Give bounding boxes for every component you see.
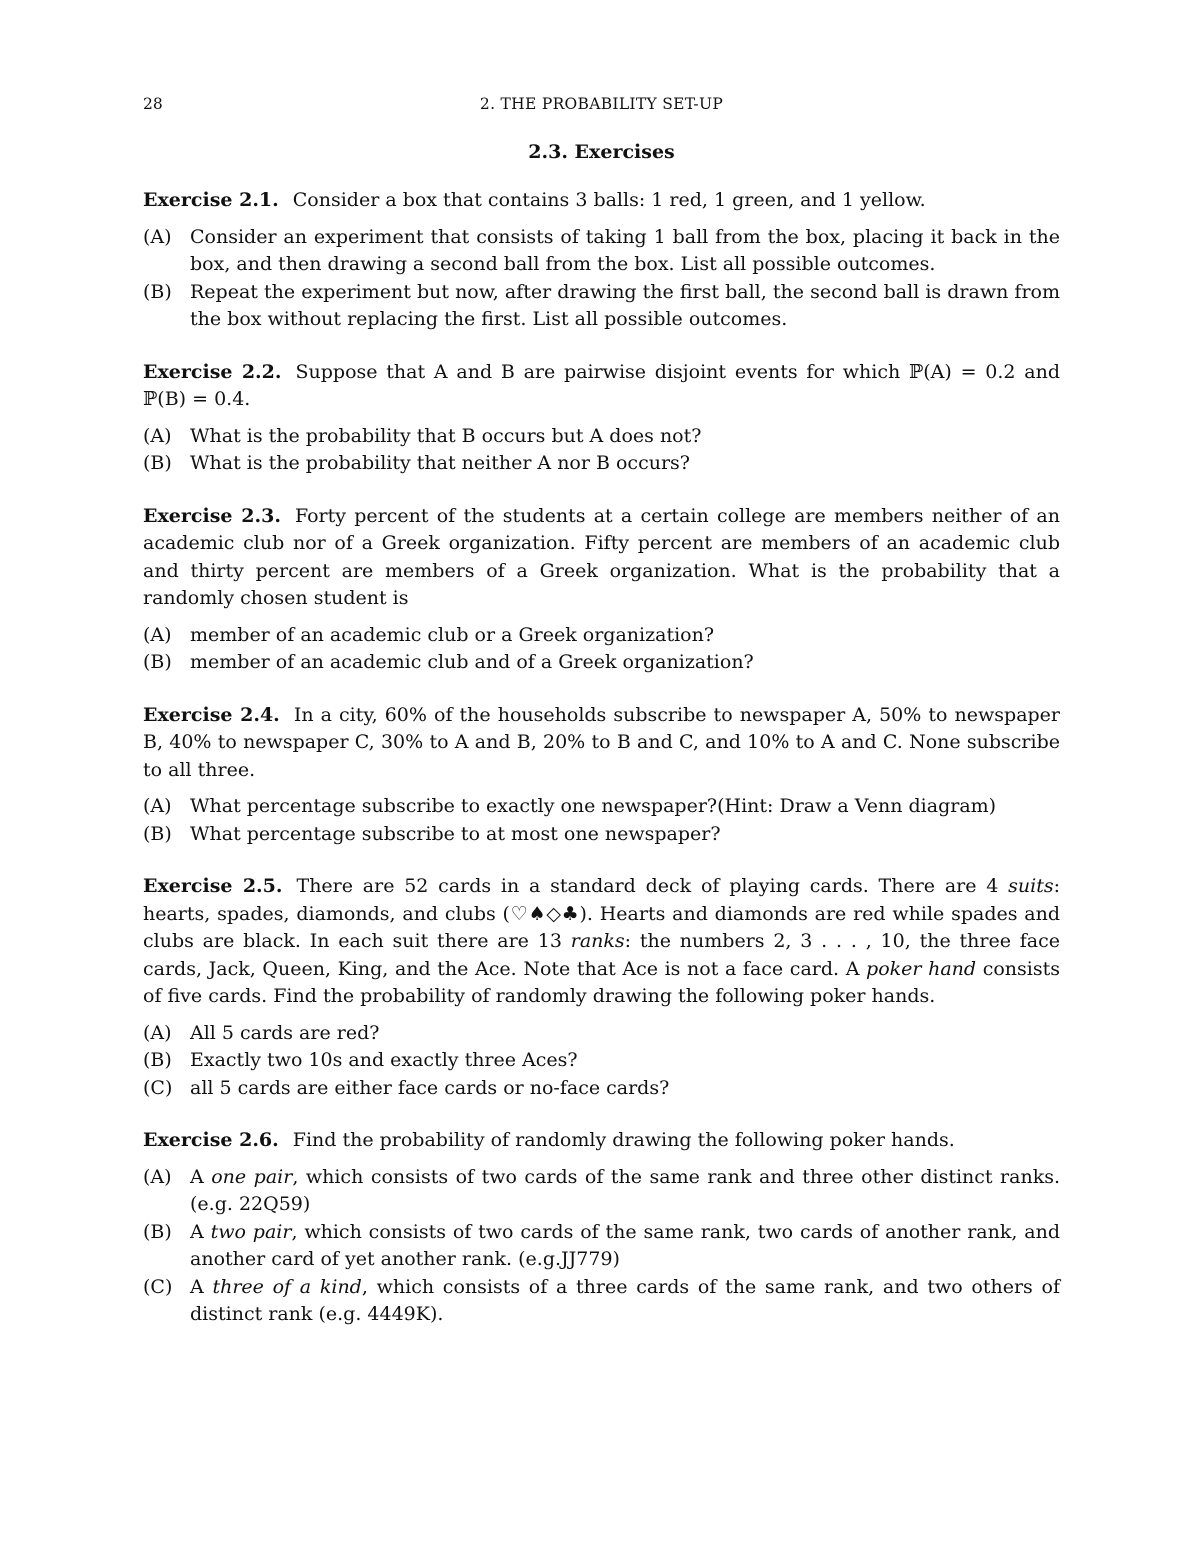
exercise-part [143, 649, 1060, 677]
exercise-text: Find the probability of randomly drawing the following poker hands. [292, 1129, 955, 1151]
exercise-text: Consider a box that contains 3 balls: 1 red, 1 green, and 1 yellow. [292, 189, 926, 211]
exercise-part [143, 1047, 1060, 1075]
exercise-2-4 [143, 702, 1060, 849]
part-text: All 5 cards are red? [190, 1021, 380, 1044]
exercise-part [143, 423, 1060, 451]
exercise-2-6 [143, 1127, 1060, 1329]
part-text: What is the probability that neither A nor B occurs? [190, 452, 690, 474]
part-label: (C) [143, 1076, 173, 1099]
term-one-pair: one pair [211, 1165, 293, 1188]
exercise-text: : hearts, spades, diamonds, and clubs (♡♠◇♣). Hearts and diamonds are red while spades and clubs are black. In each suit there are 13 [143, 875, 1060, 952]
part-text-post: , which consists of two cards of the same rank, two cards of another rank, and another card of yet another rank. (e.g.JJ779) [190, 1220, 1061, 1270]
part-label: (B) [143, 280, 172, 303]
part-label: (A) [143, 623, 172, 646]
exercise-title: Exercise 2.3. [143, 504, 281, 527]
exercise-text: consists of five cards. Find the probability of randomly drawing the following poker hands. [143, 957, 1061, 1007]
part-label: (A) [143, 225, 172, 248]
part-label: (A) [143, 1165, 172, 1188]
exercise-part [143, 1164, 1060, 1219]
exercise-part [143, 821, 1060, 849]
term-two-pair: two pair [210, 1220, 292, 1243]
exercise-text: : the numbers 2, 3 . . . , 10, the three face cards, Jack, Queen, King, and the Ace. Note that Ace is not a face card. A [143, 930, 1060, 980]
exercise-title: Exercise 2.2. [143, 360, 282, 383]
exercise-part [143, 450, 1060, 478]
part-text-pre: A [190, 1275, 213, 1298]
running-title: 2. THE PROBABILITY SET-UP [479, 95, 724, 113]
exercise-parts [143, 423, 1060, 478]
part-text-pre: A [190, 1165, 212, 1188]
part-text: Exactly two 10s and exactly three Aces? [190, 1049, 578, 1071]
exercise-part [143, 279, 1060, 334]
part-text: all 5 cards are either face cards or no-face cards? [190, 1076, 670, 1099]
part-label: (A) [143, 795, 172, 817]
exercise-2-5 [143, 873, 1060, 1102]
exercise-title: Exercise 2.4. [143, 703, 280, 726]
term-three-of-a-kind: three of a kind [212, 1275, 362, 1298]
part-text: What percentage subscribe to exactly one newspaper?(Hint: Draw a Venn diagram) [190, 795, 997, 817]
part-text-pre: A [190, 1220, 211, 1243]
exercise-parts [143, 793, 1060, 848]
exercise-text: There are 52 cards in a standard deck of playing cards. There are 4 [296, 875, 1009, 897]
part-text: member of an academic club or a Greek organization? [190, 623, 715, 646]
exercise-part [143, 1075, 1060, 1103]
part-label: (B) [143, 1220, 172, 1243]
exercise-title: Exercise 2.1. [143, 189, 279, 211]
exercise-text: Suppose that A and B are pairwise disjoint events for which ℙ(A) = 0.2 and ℙ(B) = 0.4. [143, 360, 1060, 410]
part-text-post: , which consists of a three cards of the same rank, and two others of distinct rank (e.g. 4449K). [190, 1275, 1060, 1325]
section-title: 2.3. Exercises [528, 141, 675, 163]
exercise-intro [143, 1127, 1060, 1155]
exercise-2-3 [143, 503, 1060, 677]
term-poker-hand: poker hand [866, 957, 977, 980]
exercise-parts [143, 1020, 1060, 1103]
exercise-text: Forty percent of the students at a certain college are members neither of an academic club nor of a Greek organization. Fifty percent are members of an academic club and thirty percent are members of a Greek organization. What is the probability that a randomly chosen student is [143, 504, 1060, 609]
part-label: (C) [143, 1275, 173, 1298]
document-page [143, 95, 1060, 1354]
exercise-title: Exercise 2.6. [143, 1129, 279, 1151]
part-text: Consider an experiment that consists of taking 1 ball from the box, placing it back in the box, and then drawing a second ball from the box. List all possible outcomes. [190, 225, 1060, 275]
exercise-parts [143, 224, 1060, 334]
exercise-part [143, 793, 1060, 821]
exercise-intro [143, 503, 1060, 613]
part-text: What percentage subscribe to at most one newspaper? [190, 822, 721, 845]
part-label: (B) [143, 822, 172, 845]
part-text: Repeat the experiment but now, after drawing the first ball, the second ball is drawn from the box without replacing the first. List all possible outcomes. [190, 280, 1060, 330]
part-text-post: , which consists of two cards of the same rank and three other distinct ranks. (e.g. 22Q59) [190, 1165, 1060, 1215]
exercise-part [143, 224, 1060, 279]
part-label: (A) [143, 424, 172, 447]
exercise-title: Exercise 2.5. [143, 875, 283, 897]
part-label: (B) [143, 452, 172, 474]
exercise-parts [143, 1164, 1060, 1329]
part-label: (B) [143, 651, 172, 673]
part-label: (B) [143, 1049, 172, 1071]
exercise-parts [143, 622, 1060, 677]
exercise-part [143, 622, 1060, 650]
exercise-part [143, 1219, 1060, 1274]
running-header [143, 95, 1060, 123]
exercise-2-2 [143, 359, 1060, 478]
exercise-intro [143, 187, 1060, 215]
part-label: (A) [143, 1021, 172, 1044]
exercise-text: In a city, 60% of the households subscribe to newspaper A, 50% to newspaper B, 40% to newspaper C, 30% to A and B, 20% to B and C, and 10% to A and C. None subscribe to all three. [143, 703, 1061, 781]
exercise-intro [143, 873, 1060, 1011]
exercise-part [143, 1274, 1060, 1329]
term-ranks: ranks [570, 930, 625, 952]
exercise-intro [143, 359, 1060, 414]
part-text: What is the probability that B occurs but A does not? [190, 424, 702, 447]
exercise-part [143, 1020, 1060, 1048]
exercise-intro [143, 702, 1060, 785]
page-number: 28 [143, 95, 163, 113]
exercise-2-1 [143, 187, 1060, 334]
term-suits: suits [1008, 875, 1054, 897]
part-text: member of an academic club and of a Greek organization? [190, 651, 754, 673]
